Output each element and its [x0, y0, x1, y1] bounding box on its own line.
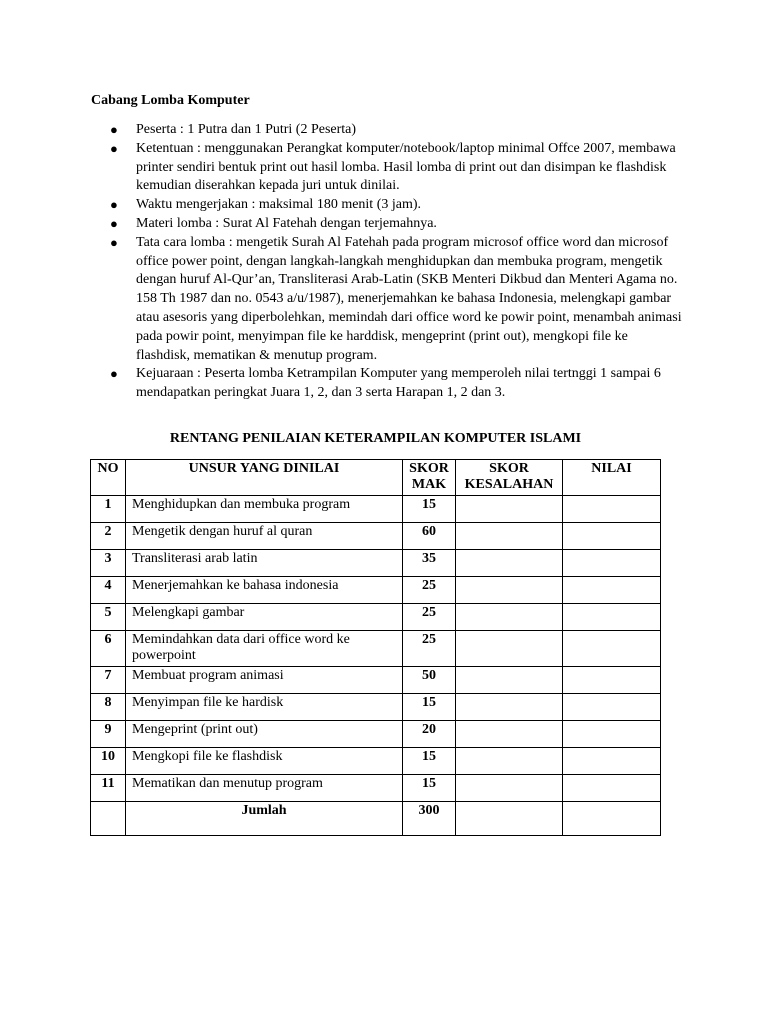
bullet-icon: ●: [110, 140, 118, 156]
cell-no: 10: [91, 748, 126, 775]
cell-skor-kesalahan: [456, 496, 563, 523]
cell-unsur: Menerjemahkan ke bahasa indonesia: [126, 577, 403, 604]
cell-skor-mak: 15: [403, 496, 456, 523]
table-row: [91, 604, 661, 631]
list-item: ● Tata cara lomba : mengetik Surah Al Fatehah pada program microsof office word dan microsof office power point, dengan langkah-langkah menghidupkan dan membuka program, mengetik dengan huruf Al-Qur’an, Transliterasi Arab-Latin (SKB Menteri Dikbud dan Menteri Agama no. 158 Th 1987 dan no. 0543 a/u/1987), menerjemahkan ke bahasa Indonesia, melengkapi gambar atau asesoris yang diperbolehkan, memindah dari office word ke powir point, menambah animasi pada powir point, menyimpan file ke harddisk, mengeprint (print out), mengkopi file ke flashdisk, mematikan & menutup program.: [110, 234, 682, 363]
cell-skor-mak: 20: [403, 721, 456, 748]
cell-skor-mak: 35: [403, 550, 456, 577]
total-value: 300: [403, 802, 456, 836]
cell-unsur: Menyimpan file ke hardisk: [126, 694, 403, 721]
cell-skor-mak: 25: [403, 604, 456, 631]
bullet-icon: ●: [110, 197, 118, 213]
cell-unsur: Melengkapi gambar: [126, 604, 403, 631]
header-skor-mak: SKOR MAK: [403, 460, 456, 496]
section-heading: Cabang Lomba Komputer: [91, 93, 250, 108]
table-row: [91, 496, 661, 523]
table-row: [91, 721, 661, 748]
cell-nilai: [563, 523, 661, 550]
table-row: [91, 631, 661, 667]
table-title: RENTANG PENILAIAN KETERAMPILAN KOMPUTER ISLAMI: [169, 431, 582, 446]
cell-unsur: Mengetik dengan huruf al quran: [126, 523, 403, 550]
cell-no: 4: [91, 577, 126, 604]
cell-nilai: [563, 721, 661, 748]
cell-nilai: [563, 694, 661, 721]
header-unsur: UNSUR YANG DINILAI: [126, 460, 403, 496]
bullet-icon: ●: [110, 234, 118, 250]
cell-unsur: Mengeprint (print out): [126, 721, 403, 748]
cell-skor-mak: 15: [403, 775, 456, 802]
cell-unsur: Membuat program animasi: [126, 667, 403, 694]
cell-unsur: Memindahkan data dari office word ke powerpoint: [126, 631, 403, 667]
cell-nilai: [563, 577, 661, 604]
cell-no: 9: [91, 721, 126, 748]
cell-skor-kesalahan: [456, 775, 563, 802]
bullet-icon: ●: [110, 122, 118, 137]
header-skor-kesalahan: SKOR KESALAHAN: [456, 460, 563, 496]
cell-skor-kesalahan: [456, 721, 563, 748]
cell-nilai: [563, 775, 661, 802]
header-no: NO: [91, 460, 126, 496]
table-row: [91, 523, 661, 550]
bullet-icon: ●: [110, 366, 118, 382]
cell-no: 11: [91, 775, 126, 802]
cell-unsur: Menghidupkan dan membuka program: [126, 496, 403, 523]
list-item: ● Kejuaraan : Peserta lomba Ketrampilan Komputer yang memperoleh nilai tertnggi 1 sampai 6 mendapatkan peringkat Juara 1, 2, dan 3 serta Harapan 1, 2 dan 3.: [110, 366, 661, 401]
cell-skor-kesalahan: [456, 748, 563, 775]
cell-skor-kesalahan: [456, 523, 563, 550]
cell-skor-kesalahan: [456, 550, 563, 577]
cell-skor-kesalahan: [456, 694, 563, 721]
table-row: [91, 667, 661, 694]
cell-skor-kesalahan: [456, 577, 563, 604]
cell-skor-kesalahan: [456, 604, 563, 631]
cell-skor-mak: 25: [403, 577, 456, 604]
cell-no: 2: [91, 523, 126, 550]
score-table: [90, 459, 661, 836]
cell-skor-kesalahan: [456, 667, 563, 694]
cell-skor-mak: 50: [403, 667, 456, 694]
cell-skor-mak: 60: [403, 523, 456, 550]
list-item: ● Waktu mengerjakan : maksimal 180 menit (3 jam).: [110, 196, 685, 215]
total-label: Jumlah: [126, 802, 403, 836]
list-item: ● Materi lomba : Surat Al Fatehah dengan terjemahnya.: [110, 215, 685, 234]
cell-nilai: [563, 748, 661, 775]
table-row: [91, 748, 661, 775]
cell-no: 8: [91, 694, 126, 721]
cell-nilai: [563, 667, 661, 694]
list-item: ● Ketentuan : menggunakan Perangkat komputer/notebook/laptop minimal Offce 2007, membawa printer sendiri bentuk print out hasil lomba. Hasil lomba di print out dan disimpan ke flashdisk kemudian diserahkan kepada juri untuk dinilai.: [110, 140, 676, 194]
cell-no: 1: [91, 496, 126, 523]
table-row: [91, 694, 661, 721]
cell-skor-kesalahan: [456, 631, 563, 667]
cell-no: 3: [91, 550, 126, 577]
cell-no: 6: [91, 631, 126, 667]
cell-nilai: [563, 550, 661, 577]
bullet-icon: ●: [110, 215, 118, 231]
cell-unsur: Mengkopi file ke flashdisk: [126, 748, 403, 775]
cell-unsur: Mematikan dan menutup program: [126, 775, 403, 802]
bullet-list: [110, 121, 685, 403]
cell-no: [91, 802, 126, 836]
table-row: [91, 577, 661, 604]
cell-skor-mak: 15: [403, 748, 456, 775]
list-item: ● Peserta : 1 Putra dan 1 Putri (2 Peserta): [110, 121, 685, 140]
cell-nilai: [563, 496, 661, 523]
header-nilai: NILAI: [563, 460, 661, 496]
cell-skor-kesalahan: [456, 802, 563, 836]
cell-skor-mak: 25: [403, 631, 456, 667]
cell-no: 7: [91, 667, 126, 694]
cell-no: 5: [91, 604, 126, 631]
cell-skor-mak: 15: [403, 694, 456, 721]
cell-nilai: [563, 604, 661, 631]
cell-nilai: [563, 631, 661, 667]
total-row: [91, 802, 661, 836]
table-header-row: [91, 460, 661, 496]
cell-nilai: [563, 802, 661, 836]
cell-unsur: Transliterasi arab latin: [126, 550, 403, 577]
table-row: [91, 550, 661, 577]
table-row: [91, 775, 661, 802]
